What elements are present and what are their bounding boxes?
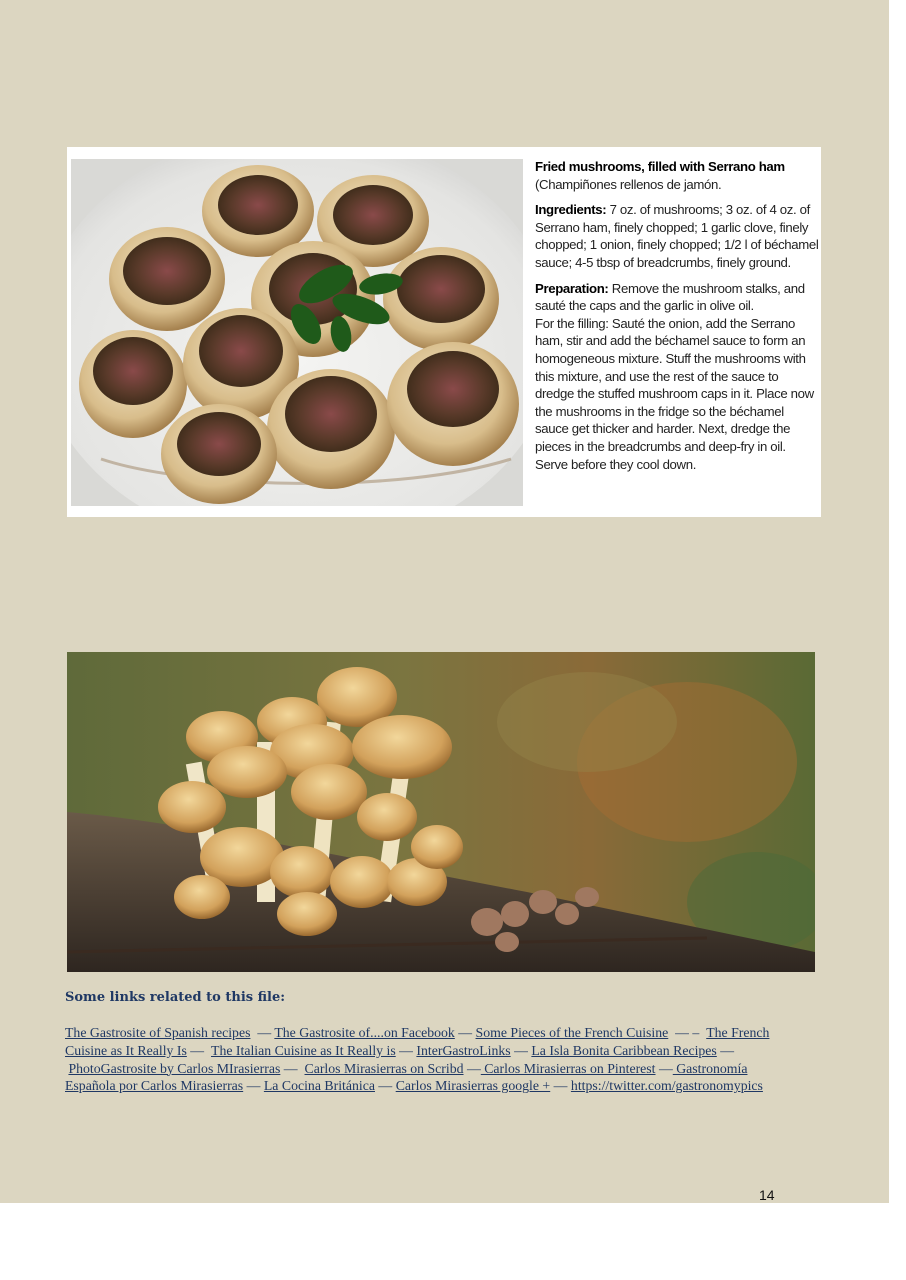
wild-mushrooms-photo — [67, 652, 815, 972]
link-intergastrolinks[interactable]: InterGastroLinks — [416, 1042, 511, 1058]
link-twitter[interactable]: https://twitter.com/gastronomypics — [570, 1078, 763, 1094]
link-gastronomia-espanola[interactable]: Gastronomía Española por Carlos Mirasierras — [65, 1060, 748, 1094]
links-heading: Some links related to this file: — [65, 990, 286, 1005]
filling-paragraph: For the filling: Sauté the onion, add the Serrano ham, stir and add the béchamel sauce to form an homogeneous mixture. Stuff the mushrooms with this mixture, and use the rest of the sauce to dredge the stuffed mushroom caps in it. Place now the mushrooms in the fridge so the béchamel sauce get thicker and harder. Next, dredge the pieces in the breadcrumbs and deep-fry in oil. Serve before they cool down. — [535, 315, 814, 472]
preparation-paragraph — [535, 280, 819, 315]
recipe-text — [535, 158, 819, 473]
link-gastrosite-spanish[interactable]: The Gastrosite of Spanish recipes — [65, 1025, 251, 1040]
preparation-text: Remove the mushroom stalks, and sauté the caps and the garlic in olive oil. — [535, 280, 805, 314]
link-cocina-britanica[interactable]: La Cocina Británica — [263, 1078, 375, 1094]
ingredients-label: Ingredients: — [535, 202, 607, 218]
link-pinterest[interactable]: Carlos Mirasierras on Pinterest — [480, 1060, 656, 1076]
link-google-plus[interactable]: Carlos Mirasierras google + — [395, 1078, 551, 1094]
page-number: 14 — [759, 1187, 775, 1203]
link-italian-cuisine[interactable]: The Italian Cuisine as It Really is — [211, 1042, 396, 1058]
link-isla-bonita[interactable]: La Isla Bonita Caribbean Recipes — [531, 1042, 717, 1058]
recipe-title: Fried mushrooms, filled with Serrano ham — [535, 159, 785, 174]
links-list: The Gastrosite of Spanish recipes — The Gastrosite of....on Facebook — Some Pieces of the French Cuisine — – The French Cuisine as It Really Is — The Italian Cuisine as It Really is — InterGastroLinks — La Isla Bonita Caribbean Recipes — PhotoGastrosite by Carlos MIrasierras — Carlos Mirasierras on Scribd — Carlos Mirasierras on Pinterest — Gastronomía Española por Carlos Mirasierras — La Cocina Británica — Carlos Mirasierras google + — https://twitter.com/gastronomypics — [65, 1025, 770, 1094]
link-photogastrosite[interactable]: PhotoGastrosite by Carlos MIrasierras — [68, 1060, 281, 1076]
recipe-subtitle: (Champiñones rellenos de jamón. — [535, 176, 722, 192]
ingredients-text: 7 oz. of mushrooms; 3 oz. of 4 oz. of Serrano ham, finely chopped; 1 garlic clove, finely chopped; 1 onion, finely chopped; 1/2 l of béchamel sauce; 4-5 tbsp of breadcrumbs, finely ground. — [535, 202, 819, 270]
link-scribd[interactable]: Carlos Mirasierras on Scribd — [304, 1060, 464, 1076]
link-french-cuisine-pieces[interactable]: Some Pieces of the French Cuisine — [475, 1025, 669, 1040]
link-french-cuisine-really[interactable]: The French Cuisine as It Really Is — [65, 1025, 770, 1058]
recipe-card — [67, 147, 821, 517]
ingredients-paragraph — [535, 201, 819, 271]
link-gastrosite-facebook[interactable]: The Gastrosite of....on Facebook — [274, 1025, 455, 1040]
stuffed-mushrooms-photo — [71, 159, 523, 506]
preparation-label: Preparation: — [535, 280, 609, 296]
